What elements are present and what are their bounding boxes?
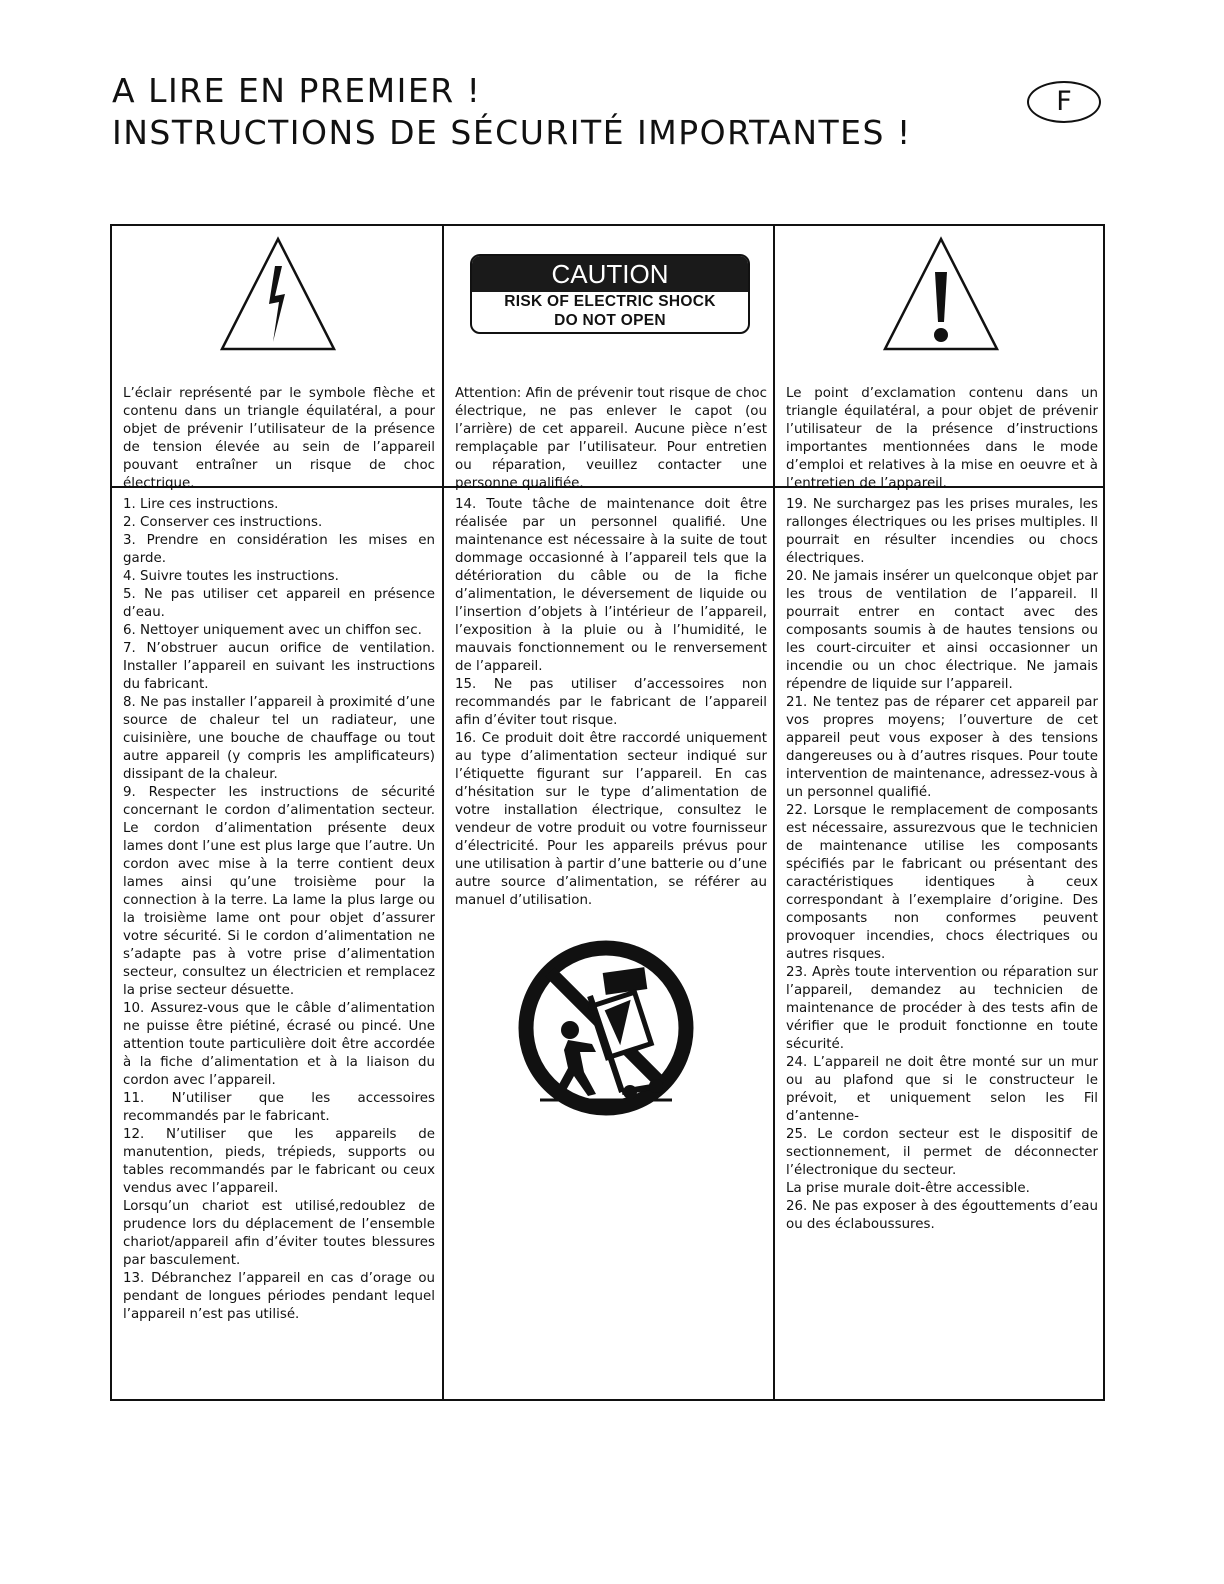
list-item: 16. Ce produit doit être raccordé uniquement au type d’alimentation secteur indiqué sur l’étiquette figurant sur l’appareil. En cas d’hésitation sur le type d’alimentation de votre installation électrique, consultez le vendeur de votre produit ou votre fournisseur d’électricité. Pour les appareils prévus pour une utilisation à partir d’une batterie ou d’une autre source d’alimentation, se référer au manuel d’utilisation. bbox=[455, 731, 767, 908]
list-item: 3. Prendre en considération les mises en garde. bbox=[123, 533, 435, 566]
list-item: 7. N’obstruer aucun orifice de ventilation. Installer l’appareil en suivant les instructions du fabricant. bbox=[123, 641, 435, 692]
list-item: 12. N’utiliser que les appareils de manutention, pieds, trépieds, supports ou tables recommandés par le fabricant ou ceux vendus avec l’appareil. bbox=[123, 1127, 435, 1196]
list-item: 10. Assurez-vous que le câble d’alimentation ne puisse être piétiné, écrasé ou pincé. Une attention toute particulière doit être accordée à la fiche d’alimentation et à la liaison du cordon avec l’appareil. bbox=[123, 1001, 435, 1088]
page-title bbox=[112, 70, 912, 154]
caution-line-2: DO NOT OPEN bbox=[554, 312, 666, 329]
warning-text-lightning: L’éclair représenté par le symbole flèche et contenu dans un triangle équilatéral, a pour objet de prévenir l’utilisateur de la présence de tension élevée au sein de l’appareil pouvant entraîner un risque de choc électrique. bbox=[123, 386, 435, 492]
caution-line-1: RISK OF ELECTRIC SHOCK bbox=[504, 293, 716, 310]
list-item: 26. Ne pas exposer à des égouttements d’eau ou des éclaboussures. bbox=[786, 1199, 1098, 1232]
title-line-1: A LIRE EN PREMIER ! bbox=[112, 71, 482, 110]
warning-text-caution: Attention: Afin de prévenir tout risque de choc électrique, ne pas enlever le capot (ou l’arrière) de cet appareil. Aucune pièce n’est remplaçable par l’utilisateur. Pour entretien ou réparation, veuillez contacter une personne qualifiée. bbox=[455, 386, 767, 492]
list-item: 13. Débranchez l’appareil en cas d’orage ou pendant de longues périodes pendant lequel l’appareil n’est pas utilisé. bbox=[123, 1271, 435, 1322]
list-item: 19. Ne surchargez pas les prises murales, les rallonges électriques ou les prises multiples. Il pourrait en résulter incendies ou chocs électriques. bbox=[786, 497, 1098, 566]
list-item: 5. Ne pas utiliser cet appareil en présence d’eau. bbox=[123, 587, 435, 620]
instructions-column-2 bbox=[455, 496, 767, 910]
safety-table bbox=[110, 224, 1105, 1401]
caution-label bbox=[470, 254, 750, 334]
exclamation-triangle-icon bbox=[882, 236, 1000, 352]
list-item: 25. Le cordon secteur est le dispositif de sectionnement, il permet de déconnecter l’électronique du secteur. bbox=[786, 1127, 1098, 1178]
list-item: La prise murale doit-être accessible. bbox=[786, 1181, 1030, 1196]
instructions-column-1 bbox=[123, 496, 435, 1324]
list-item: 20. Ne jamais insérer un quelconque objet par les trous de ventilation de l’appareil. Il pourrait entrer en contact avec des composants soumis à de hautes tensions ou les court-circuiter et ainsi occasionner un incendie ou un choc électrique. Ne jamais répendre de liquide sur l’appareil. bbox=[786, 569, 1098, 692]
list-item: 4. Suivre toutes les instructions. bbox=[123, 569, 339, 584]
title-line-2: INSTRUCTIONS DE SÉCURITÉ IMPORTANTES ! bbox=[112, 113, 912, 152]
warning-text-exclamation: Le point d’exclamation contenu dans un triangle équilatéral, a pour objet de prévenir l’utilisateur de la présence d’instructions importantes mentionnées dans le mode d’emploi et relatives à la mise en oeuvre et à l’entretien de l’appareil. bbox=[786, 386, 1098, 492]
list-item: 21. Ne tentez pas de réparer cet appareil par vos propres moyens; l’ouverture de cet appareil peut vous exposer à des tensions dangereuses ou à d’autres risques. Pour toute intervention de maintenance, adressez-vous à un personnel qualifié. bbox=[786, 695, 1098, 800]
list-item: 8. Ne pas installer l’appareil à proximité d’une source de chaleur tel un radiateur, une cuisinière, une bouche de chauffage ou tout autre appareil (y compris les amplificateurs) dissipant de la chaleur. bbox=[123, 695, 435, 782]
lightning-bolt-triangle-icon bbox=[219, 236, 337, 352]
list-item: Lorsqu’un chariot est utilisé,redoublez de prudence lors du déplacement de l’ensemble chariot/appareil afin d’éviter toutes blessures par basculement. bbox=[123, 1199, 435, 1268]
list-item: 6. Nettoyer uniquement avec un chiffon sec. bbox=[123, 623, 422, 638]
no-cart-tip-over-icon bbox=[518, 940, 694, 1116]
list-item: 9. Respecter les instructions de sécurité concernant le cordon d’alimentation secteur. Le cordon d’alimentation présente deux lames dont l’une est plus large que l’autre. Un cordon avec mise à la terre contient deux lames ainsi qu’une troisième pour la connection à la terre. La lame la plus large ou la troisième lame ont pour objet d’assurer votre sécurité. Si le cordon d’alimentation ne s’adapte pas à votre prise d’alimentation secteur, consultez un électricien et remplacez la prise secteur désuette. bbox=[123, 785, 435, 998]
list-item: 14. Toute tâche de maintenance doit être réalisée par un personnel qualifié. Une maintenance est nécessaire à la suite de tout dommage occasionné à l’appareil tels que la détérioration du câble ou de la fiche d’alimentation, le déversement de liquide ou l’insertion d’objets à l’intérieur de l’appareil, l’exposition à la pluie ou à l’humidité, le mauvais fonctionnement ou le renversement de l’appareil. bbox=[455, 497, 767, 674]
column-divider bbox=[442, 226, 444, 1399]
instructions-column-3 bbox=[786, 496, 1098, 1234]
list-item: 1. Lire ces instructions. bbox=[123, 497, 279, 512]
list-item: 23. Après toute intervention ou réparation sur l’appareil, demandez au technicien de maintenance de procéder à des tests afin de vérifier que le produit fonctionne en toute sécurité. bbox=[786, 965, 1098, 1052]
list-item: 2. Conserver ces instructions. bbox=[123, 515, 323, 530]
list-item: 11. N’utiliser que les accessoires recommandés par le fabricant. bbox=[123, 1091, 435, 1124]
language-badge: F bbox=[1027, 81, 1101, 123]
list-item: 24. L’appareil ne doit être monté sur un mur ou au plafond que si le constructeur le prévoit, et uniquement selon les Fil d’antenne- bbox=[786, 1055, 1098, 1124]
list-item: 22. Lorsque le remplacement de composants est nécessaire, assurezvous que le technicien de maintenance utilise les composants spécifiés par le fabricant ou présentant des caractéristiques identiques à ceux correspondant à l’exemplaire d’origine. Des composants non conformes peuvent provoquer incendies, chocs électriques ou autres risques. bbox=[786, 803, 1098, 962]
column-divider bbox=[773, 226, 775, 1399]
caution-heading: CAUTION bbox=[472, 256, 748, 292]
list-item: 15. Ne pas utiliser d’accessoires non recommandés par le fabricant de l’appareil afin d’éviter tout risque. bbox=[455, 677, 767, 728]
